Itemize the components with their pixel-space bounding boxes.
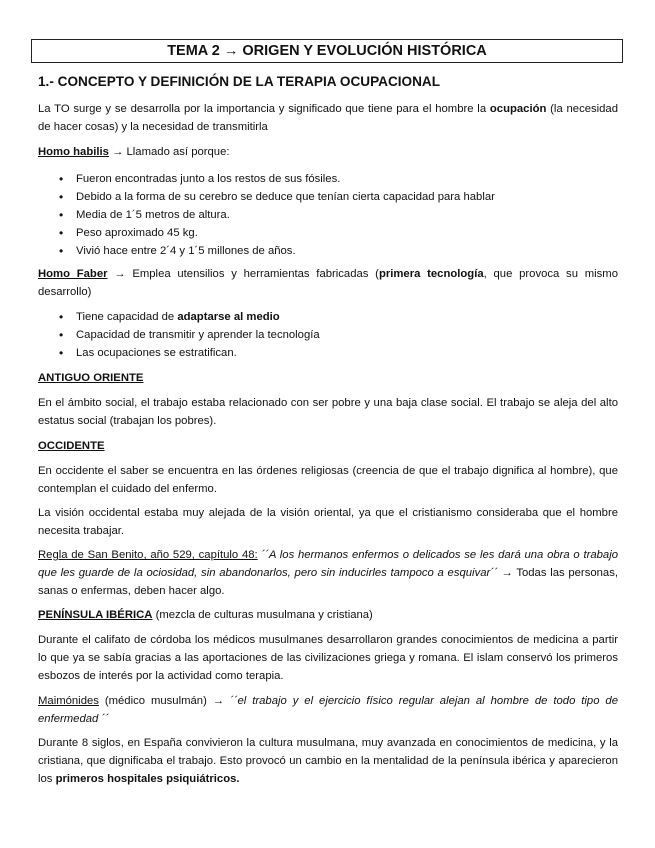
califato-paragraph: Durante el califato de córdoba los médicos musulmanes desarrollaron grandes conocimientos de medicina a partir lo que ya se sabía gracias a las aportaciones de las civilizaciones griega y romana. El islam conservó los primeros esbozos de interés por la actividad como terapia. — [38, 634, 618, 683]
homo-faber-term: Homo Faber — [38, 268, 108, 280]
homo-habilis-rest: → Llamado así porque: — [108, 146, 230, 158]
occidente-paragraph-1: En occidente el saber se encuentra en las órdenes religiosas (creencia de que el trabajo dignifica al hombre), que contemplan el cuidado del enfermo. — [38, 465, 618, 496]
homo-faber-list — [38, 308, 618, 362]
list-item: • Capacidad de transmitir y aprender la tecnología — [38, 326, 618, 344]
ocho-siglos-text: Durante 8 siglos, en España convivieron la cultura musulmana, muy avanzada en conocimientos de medicina, y la cristiana, que dignificaba el trabajo. Esto provocó un cambio en la mentalidad de la península ibérica y aparecieron los — [38, 737, 618, 786]
ocho-siglos-paragraph — [38, 734, 618, 789]
homo-habilis-line — [38, 143, 618, 161]
regla-san-benito-paragraph — [38, 546, 618, 601]
homo-faber-paragraph — [38, 265, 618, 301]
list-item: • Vivió hace entre 2´4 y 1´5 millones de años. — [38, 242, 618, 260]
occidente-paragraph-2: La visión occidental estaba muy alejada de la visión oriental, ya que el cristianismo consideraba que el hombre necesita trabajar. — [38, 507, 618, 538]
antiguo-oriente-paragraph: En el ámbito social, el trabajo estaba relacionado con ser pobre y una baja clase social. El trabajo se aleja del alto estatus social (trabajan los pobres). — [38, 397, 618, 428]
regla-rest: → Todas las personas, sanas o enfermas, deben hacer algo. — [38, 567, 618, 598]
document-title: TEMA 2 → ORIGEN Y EVOLUCIÓN HISTÓRICA — [31, 39, 623, 63]
maimonides-text: (médico musulmán) → — [98, 695, 230, 707]
intro-text-c: (la necesidad de hacer cosas) y la necesidad de transmitirla — [38, 103, 619, 134]
list-item-bold: adaptarse al medio — [177, 311, 280, 323]
list-item: • Media de 1´5 metros de altura. — [38, 206, 618, 224]
peninsula-iberica-heading-rest: (mezcla de culturas musulmana y cristiana) — [152, 609, 373, 621]
maimonides-paragraph — [38, 692, 618, 728]
maimonides-term: Maimónides — [38, 695, 99, 707]
intro-text-a: La TO surge y se desarrolla por la importancia y significado que tiene para el hombre la — [38, 103, 490, 115]
antiguo-oriente-heading: ANTIGUO ORIENTE — [38, 372, 144, 384]
regla-quote: ´´A los hermanos enfermos o delicados se les dará una obra o trabajo que les guarde de la ociosidad, sin abandonarlos, pero sin inducirles tampoco a esquivar´´ — [38, 549, 618, 580]
list-item: • Peso aproximado 45 kg. — [38, 224, 618, 242]
homo-faber-text-c: , que provoca su mismo desarrollo) — [38, 268, 618, 299]
list-item-text: Tiene capacidad de — [76, 311, 178, 323]
peninsula-iberica-heading: PENÍNSULA IBÉRICA — [38, 609, 153, 621]
occidente-heading: OCCIDENTE — [38, 440, 105, 452]
homo-habilis-list — [38, 170, 618, 260]
homo-habilis-term: Homo habilis — [38, 146, 109, 158]
section-heading: 1.- CONCEPTO Y DEFINICIÓN DE LA TERAPIA OCUPACIONAL — [38, 74, 441, 89]
homo-faber-text-b: primera tecnología — [378, 268, 484, 280]
regla-term: Regla de San Benito, año 529, capítulo 48: — [38, 549, 258, 561]
ocho-siglos-bold: primeros hospitales psiquiátricos. — [55, 773, 240, 786]
list-item: • Las ocupaciones se estratifican. — [38, 344, 618, 362]
peninsula-iberica-heading-line — [38, 606, 618, 624]
list-item — [38, 308, 618, 326]
maimonides-quote: ´´el trabajo y el ejercicio físico regular alejan al hombre de todo tipo de enfermedad ´´ — [38, 695, 618, 726]
homo-faber-text-a: → Emplea utensilios y herramientas fabricadas ( — [107, 268, 379, 280]
list-item: • Debido a la forma de su cerebro se deduce que tenían cierta capacidad para hablar — [38, 188, 618, 206]
intro-paragraph — [38, 100, 618, 136]
intro-text-b: ocupación — [489, 103, 547, 115]
list-item: • Fueron encontradas junto a los restos de sus fósiles. — [38, 170, 618, 188]
